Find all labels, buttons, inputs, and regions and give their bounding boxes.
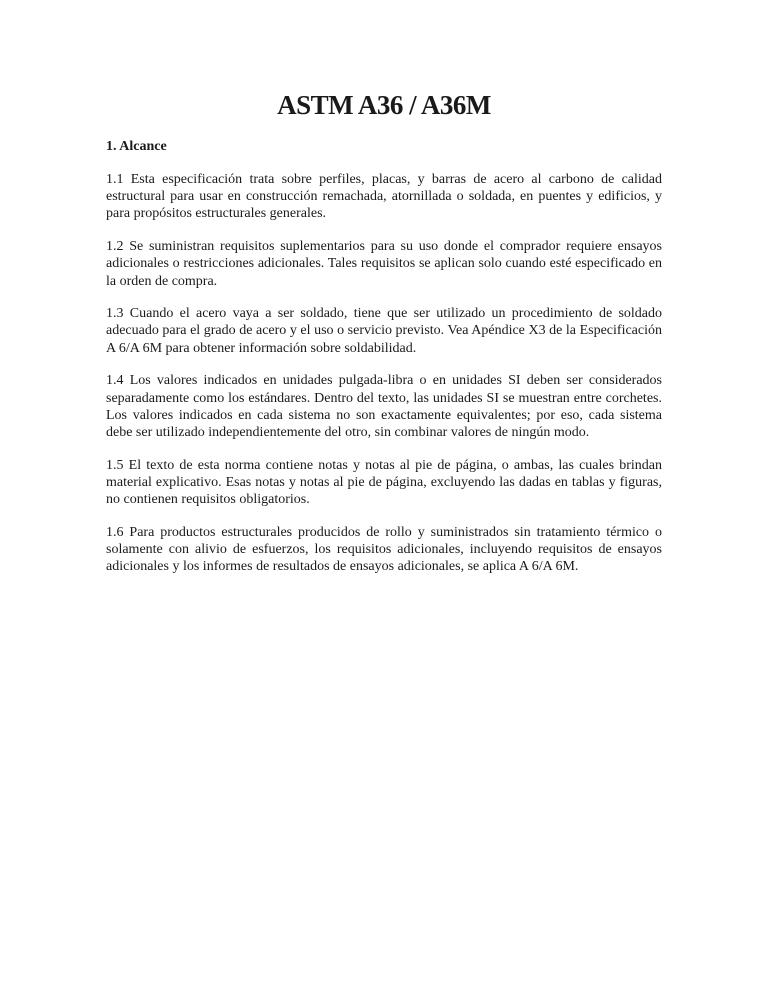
- paragraph-1-3: 1.3 Cuando el acero vaya a ser soldado, tiene que ser utilizado un procedimiento de soldado adecuado para el grado de acero y el uso o servicio previsto. Vea Apéndice X3 de la Especificación A 6/A 6M para obtener información sobre soldabilidad.: [106, 306, 662, 356]
- paragraph-1-2: 1.2 Se suministran requisitos suplementarios para su uso donde el comprador requiere ensayos adicionales o restricciones adicionales. Tales requisitos se aplican solo cuando esté especificado en la orden de compra.: [106, 239, 662, 289]
- paragraph-1-4: 1.4 Los valores indicados en unidades pulgada-libra o en unidades SI deben ser considerados separadamente como los estándares. Dentro del texto, las unidades SI se muestran entre corchetes. Los valores indicados en cada sistema no son exactamente equivalentes; por eso, cada sistema debe ser utilizado independientemente del otro, sin combinar valores de ningún modo.: [106, 373, 662, 440]
- paragraph-1-5: 1.5 El texto de esta norma contiene notas y notas al pie de página, o ambas, las cuales brindan material explicativo. Esas notas y notas al pie de página, excluyendo las dadas en tablas y figuras, no contienen requisitos obligatorios.: [106, 457, 662, 508]
- document-page: [106, 88, 662, 591]
- section-heading: 1. Alcance: [106, 139, 167, 154]
- paragraph-1-1: 1.1 Esta especificación trata sobre perfiles, placas, y barras de acero al carbono de calidad estructural para usar en construcción remachada, atornillada o soldada, en puentes y edificios, y para propósitos estructurales generales.: [106, 172, 662, 222]
- document-title: ASTM A36 / A36M: [277, 90, 491, 120]
- paragraph-1-6: 1.6 Para productos estructurales producidos de rollo y suministrados sin tratamiento térmico o solamente con alivio de esfuerzos, los requisitos adicionales, incluyendo requisitos de ensayos adicionales y los informes de resultados de ensayos adicionales, se aplica A 6/A 6M.: [106, 524, 662, 575]
